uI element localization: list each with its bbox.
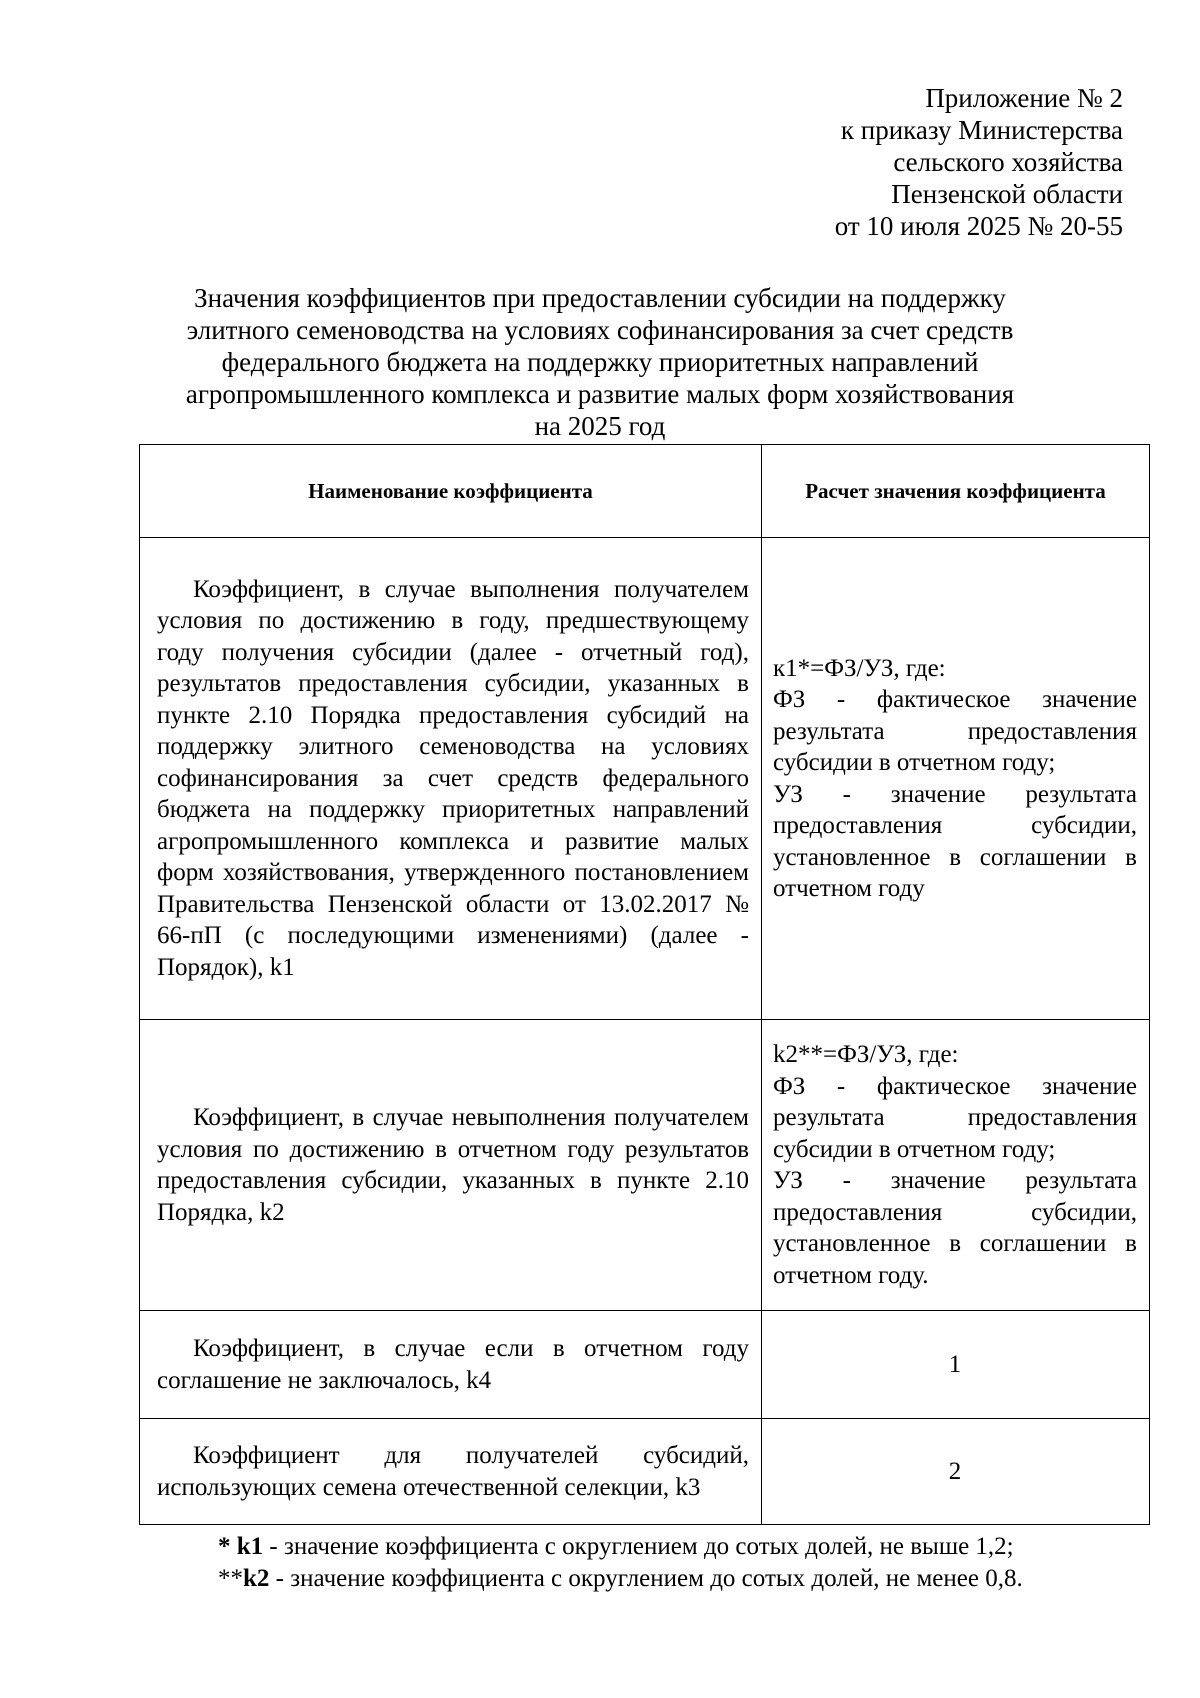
- formula-k1: к1*=ФЗ/УЗ, где:: [773, 654, 946, 682]
- header-line-region: Пензенской области: [891, 179, 1123, 209]
- coefficient-name-k1: Коэффициент, в случае выполнения получателем условия по достижению в году, предшествующему году получения субсидии (далее - отчетный год), результатов предоставления субсидии, указанных в пункте 2.10 Порядка предоставления субсидий на поддержку элитного семеноводства на условиях софинансирования за счет средств федерального бюджета на поддержку приоритетных направлений агропромышленного комплекса и развитие малых форм хозяйствования, утвержденного постановлением Правительства Пензенской области от 13.02.2017 № 66-пП (с последующими изменениями) (далее - Порядок), k1: [157, 575, 749, 981]
- table-row: [140, 538, 1150, 1020]
- footnote-k2-key: k2: [243, 1565, 270, 1592]
- table-row: [140, 1020, 1150, 1311]
- footnote-k1-key: k1: [236, 1533, 264, 1560]
- formula-k2: k2**=ФЗ/УЗ, где:: [773, 1041, 959, 1068]
- coefficient-name-k3: Коэффициент для получателей субсидий, использующих семена отечественной селекции, k3: [157, 1442, 749, 1501]
- coefficient-value-k4: 1: [762, 1311, 1150, 1419]
- document-title: [140, 282, 1060, 442]
- coefficient-name-cell: [140, 1311, 762, 1419]
- definition-fz-k2: ФЗ - фактическое значение результата предоставления субсидии в отчетном году;: [773, 1072, 1137, 1163]
- title-line-5: на 2025 год: [534, 411, 666, 441]
- footnote-k1-text: - значение коэффициента с округлением до сотых долей, не выше 1,2;: [263, 1533, 1014, 1560]
- definition-uz-k2: УЗ - значение результата предоставления субсидии, установленное в соглашении в отчетном году.: [773, 1167, 1137, 1289]
- title-line-1: Значения коэффициентов при предоставлении субсидии на поддержку: [194, 283, 1006, 313]
- footnote-k2-prefix: **: [218, 1565, 243, 1592]
- coefficient-calc-cell: [762, 1020, 1150, 1311]
- coefficient-name-k2: Коэффициент, в случае невыполнения получателем условия по достижению в отчетном году результатов предоставления субсидии, указанных в пункте 2.10 Порядка, k2: [157, 1104, 749, 1226]
- footnote-k1: [218, 1531, 1023, 1563]
- title-line-3: федерального бюджета на поддержку приоритетных направлений: [221, 347, 979, 377]
- coefficient-value-k3: 2: [762, 1419, 1150, 1525]
- coefficient-name-cell: [140, 1020, 762, 1311]
- column-header-name: Наименование коэффициента: [140, 445, 762, 538]
- footnotes: [218, 1531, 1023, 1595]
- header-line-ministry: сельского хозяйства: [893, 147, 1123, 177]
- coefficient-name-k4: Коэффициент, в случае если в отчетном году соглашение не заключалось, k4: [157, 1335, 749, 1394]
- table-row: [140, 1311, 1150, 1419]
- column-header-calculation: Расчет значения коэффициента: [762, 445, 1150, 538]
- footnote-k2: [218, 1563, 1023, 1595]
- document-header: [703, 82, 1123, 242]
- coefficients-table: [139, 444, 1150, 1525]
- footnote-k1-prefix: *: [218, 1533, 237, 1560]
- table-header-row: [140, 445, 1150, 538]
- definition-fz-k1: ФЗ - фактическое значение результата предоставления субсидии в отчетном году;: [773, 686, 1137, 776]
- header-line-appendix: Приложение № 2: [925, 83, 1123, 113]
- header-line-date: от 10 июля 2025 № 20-55: [834, 211, 1123, 241]
- header-line-order: к приказу Министерства: [840, 115, 1123, 145]
- definition-uz-k1: УЗ - значение результата предоставления субсидии, установленное в соглашении в отчетном году: [773, 780, 1137, 902]
- footnote-k2-text: - значение коэффициента с округлением до сотых долей, не менее 0,8.: [269, 1565, 1023, 1592]
- coefficient-calc-cell: [762, 538, 1150, 1020]
- title-line-4: агропромышленного комплекса и развитие малых форм хозяйствования: [185, 379, 1015, 409]
- coefficient-name-cell: [140, 538, 762, 1020]
- coefficient-name-cell: [140, 1419, 762, 1525]
- title-line-2: элитного семеноводства на условиях софинансирования за счет средств: [186, 315, 1014, 345]
- table-row: [140, 1419, 1150, 1525]
